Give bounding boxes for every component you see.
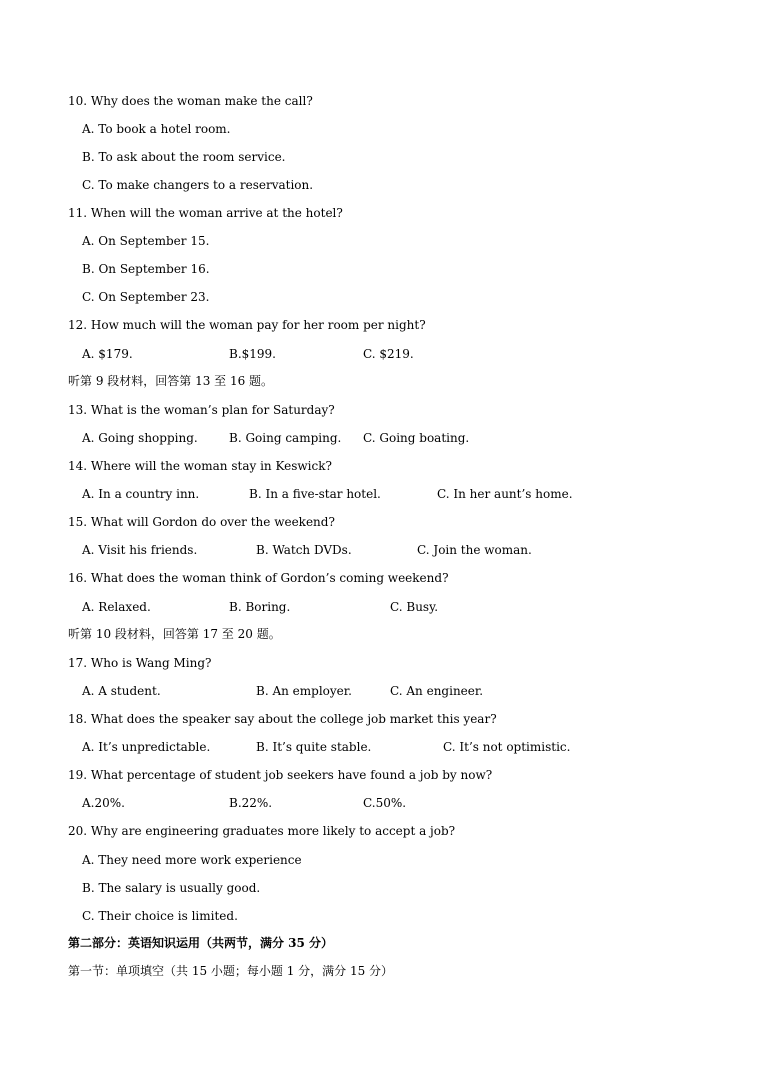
section-10-instruction: 听第 10 段材料，回答第 17 至 20 题。 bbox=[68, 627, 281, 641]
part-2-section-1-heading: 第一节：单项填空（共 15 小题；每小题 1 分，满分 15 分） bbox=[68, 964, 394, 978]
q19-option-a: A.20%. bbox=[82, 796, 125, 810]
question-17: 17. Who is Wang Ming? bbox=[68, 656, 212, 670]
q14-option-a: A. In a country inn. bbox=[82, 487, 200, 501]
q12-option-b: B.$199. bbox=[229, 347, 276, 361]
q18-option-b: B. It’s quite stable. bbox=[256, 740, 372, 754]
q13-option-c: C. Going boating. bbox=[363, 431, 470, 445]
q17-option-b: B. An employer. bbox=[256, 684, 352, 698]
question-14: 14. Where will the woman stay in Keswick? bbox=[68, 459, 332, 473]
q14-option-b: B. In a five-star hotel. bbox=[249, 487, 381, 501]
q19-option-c: C.50%. bbox=[363, 796, 407, 810]
question-16: 16. What does the woman think of Gordon’s coming weekend? bbox=[68, 571, 449, 585]
part-2-title: 第二部分：英语知识运用（共两节，满分 35 分） bbox=[68, 936, 334, 950]
q17-option-c: C. An engineer. bbox=[390, 684, 484, 698]
q20-option-c: C. Their choice is limited. bbox=[82, 909, 238, 923]
question-18: 18. What does the speaker say about the college job market this year? bbox=[68, 712, 497, 726]
q10-option-c: C. To make changers to a reservation. bbox=[82, 178, 314, 192]
question-11: 11. When will the woman arrive at the hotel? bbox=[68, 206, 343, 220]
q10-option-b: B. To ask about the room service. bbox=[82, 150, 286, 164]
q13-option-b: B. Going camping. bbox=[229, 431, 342, 445]
question-19: 19. What percentage of student job seekers have found a job by now? bbox=[68, 768, 493, 782]
q17-option-a: A. A student. bbox=[82, 684, 161, 698]
q16-option-a: A. Relaxed. bbox=[82, 600, 151, 614]
q15-option-b: B. Watch DVDs. bbox=[256, 543, 352, 557]
q12-option-a: A. $179. bbox=[82, 347, 133, 361]
q14-option-c: C. In her aunt’s home. bbox=[437, 487, 573, 501]
q11-option-c: C. On September 23. bbox=[82, 290, 210, 304]
q19-option-b: B.22%. bbox=[229, 796, 273, 810]
q18-option-a: A. It’s unpredictable. bbox=[82, 740, 211, 754]
q15-option-a: A. Visit his friends. bbox=[82, 543, 198, 557]
question-12: 12. How much will the woman pay for her room per night? bbox=[68, 318, 426, 332]
question-10: 10. Why does the woman make the call? bbox=[68, 94, 313, 108]
q20-option-a: A. They need more work experience bbox=[82, 853, 302, 867]
q18-option-c: C. It’s not optimistic. bbox=[443, 740, 571, 754]
q13-option-a: A. Going shopping. bbox=[82, 431, 198, 445]
q11-option-b: B. On September 16. bbox=[82, 262, 210, 276]
question-13: 13. What is the woman’s plan for Saturday? bbox=[68, 403, 335, 417]
q20-option-b: B. The salary is usually good. bbox=[82, 881, 261, 895]
q15-option-c: C. Join the woman. bbox=[417, 543, 532, 557]
q16-option-c: C. Busy. bbox=[390, 600, 439, 614]
section-9-instruction: 听第 9 段材料，回答第 13 至 16 题。 bbox=[68, 374, 274, 388]
q11-option-a: A. On September 15. bbox=[82, 234, 210, 248]
q16-option-b: B. Boring. bbox=[229, 600, 291, 614]
q10-option-a: A. To book a hotel room. bbox=[82, 122, 231, 136]
question-15: 15. What will Gordon do over the weekend? bbox=[68, 515, 335, 529]
q12-option-c: C. $219. bbox=[363, 347, 414, 361]
question-20: 20. Why are engineering graduates more likely to accept a job? bbox=[68, 824, 456, 838]
